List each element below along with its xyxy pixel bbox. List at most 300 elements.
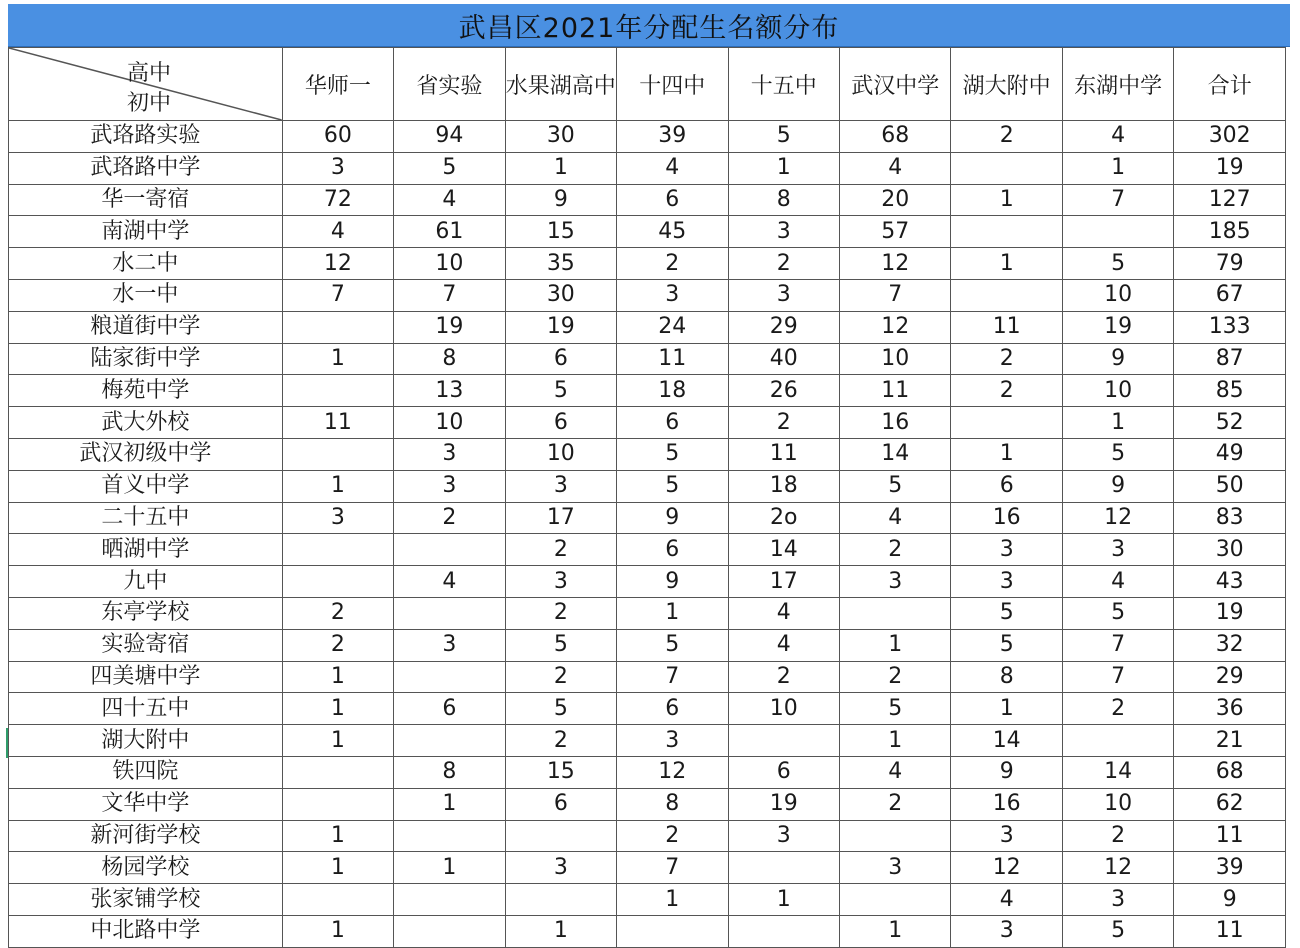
table-row	[9, 279, 1286, 311]
quota-cell[interactable]: 1	[839, 629, 950, 661]
quota-cell[interactable]: 7	[839, 279, 950, 311]
quota-cell[interactable]: 9	[1062, 343, 1173, 375]
table-row	[9, 407, 1286, 439]
quota-cell[interactable]: 4	[839, 152, 950, 184]
row-school-name-cell[interactable]: 文华中学	[9, 788, 283, 820]
row-school-name-cell[interactable]: 梅苑中学	[9, 375, 283, 407]
table-row	[9, 152, 1286, 184]
quota-cell[interactable]: 18	[617, 375, 728, 407]
table-row	[9, 216, 1286, 248]
quota-cell[interactable]: 3	[1062, 534, 1173, 566]
quota-cell[interactable]: 1	[282, 661, 393, 693]
quota-cell[interactable]: 5	[951, 629, 1062, 661]
quota-cell[interactable]: 3	[839, 566, 950, 598]
total-cell[interactable]: 36	[1174, 693, 1286, 725]
table-row	[9, 597, 1286, 629]
table-row	[9, 884, 1286, 916]
total-cell[interactable]: 11	[1174, 915, 1286, 947]
table-row	[9, 756, 1286, 788]
total-cell[interactable]: 39	[1174, 852, 1286, 884]
quota-cell[interactable]	[728, 725, 839, 757]
quota-cell[interactable]: 72	[282, 184, 393, 216]
quota-cell[interactable]: 1	[951, 184, 1062, 216]
total-cell[interactable]: 50	[1174, 470, 1286, 502]
quota-cell[interactable]	[1062, 216, 1173, 248]
quota-cell[interactable]: 6	[394, 693, 505, 725]
quota-cell[interactable]: 3	[728, 216, 839, 248]
quota-cell[interactable]: 1	[505, 915, 616, 947]
quota-cell[interactable]	[728, 852, 839, 884]
column-header[interactable]: 东湖中学	[1062, 48, 1173, 121]
quota-cell[interactable]: 4	[1062, 566, 1173, 598]
table-row	[9, 534, 1286, 566]
row-school-name-cell[interactable]: 东亭学校	[9, 597, 283, 629]
quota-cell[interactable]: 10	[1062, 788, 1173, 820]
quota-cell[interactable]: 2	[839, 661, 950, 693]
quota-cell[interactable]: 6	[617, 534, 728, 566]
total-cell[interactable]: 32	[1174, 629, 1286, 661]
quota-cell[interactable]: 29	[728, 311, 839, 343]
quota-cell[interactable]: 1	[728, 152, 839, 184]
table-row	[9, 311, 1286, 343]
row-school-name-cell[interactable]: 二十五中	[9, 502, 283, 534]
quota-cell[interactable]: 1	[728, 884, 839, 916]
total-cell[interactable]: 52	[1174, 407, 1286, 439]
quota-cell[interactable]: 1	[839, 915, 950, 947]
quota-cell[interactable]: 1	[505, 152, 616, 184]
total-cell[interactable]: 9	[1174, 884, 1286, 916]
quota-cell[interactable]	[617, 915, 728, 947]
quota-cell[interactable]: 10	[839, 343, 950, 375]
column-header[interactable]: 华师一	[282, 48, 393, 121]
quota-cell[interactable]: 5	[505, 629, 616, 661]
row-school-name-cell[interactable]: 武珞路中学	[9, 152, 283, 184]
row-school-name-cell[interactable]: 铁四院	[9, 756, 283, 788]
row-school-name-cell[interactable]: 九中	[9, 566, 283, 598]
quota-cell[interactable]: 1	[951, 438, 1062, 470]
quota-cell[interactable]: 11	[617, 343, 728, 375]
quota-cell[interactable]	[394, 884, 505, 916]
quota-cell[interactable]: 2	[728, 661, 839, 693]
quota-cell[interactable]: 10	[1062, 279, 1173, 311]
table-row	[9, 629, 1286, 661]
quota-cell[interactable]: 2	[505, 597, 616, 629]
quota-cell[interactable]: 7	[394, 279, 505, 311]
quota-cell[interactable]: 9	[617, 566, 728, 598]
quota-cell[interactable]: 1	[617, 597, 728, 629]
quota-cell[interactable]: 5	[839, 693, 950, 725]
total-cell[interactable]: 62	[1174, 788, 1286, 820]
quota-cell[interactable]: 6	[728, 756, 839, 788]
quota-cell[interactable]	[394, 661, 505, 693]
total-cell[interactable]: 67	[1174, 279, 1286, 311]
quota-cell[interactable]: 3	[282, 502, 393, 534]
spreadsheet	[8, 4, 1290, 948]
quota-cell[interactable]	[839, 884, 950, 916]
quota-cell[interactable]: 8	[617, 788, 728, 820]
column-header[interactable]: 湖大附中	[951, 48, 1062, 121]
header-row	[9, 48, 1286, 121]
quota-cell[interactable]: 3	[394, 470, 505, 502]
total-cell[interactable]: 185	[1174, 216, 1286, 248]
row-school-name-cell[interactable]: 张家铺学校	[9, 884, 283, 916]
quota-cell[interactable]: 16	[951, 502, 1062, 534]
quota-cell[interactable]	[728, 915, 839, 947]
quota-cell[interactable]: 2	[951, 121, 1062, 153]
quota-cell[interactable]: 2	[951, 343, 1062, 375]
row-school-name-cell[interactable]: 水一中	[9, 279, 283, 311]
quota-cell[interactable]: 4	[839, 756, 950, 788]
quota-cell[interactable]: 5	[505, 693, 616, 725]
quota-cell[interactable]: 3	[839, 852, 950, 884]
quota-cell[interactable]: 26	[728, 375, 839, 407]
quota-cell[interactable]: 10	[394, 407, 505, 439]
quota-cell[interactable]: 8	[951, 661, 1062, 693]
row-school-name-cell[interactable]: 湖大附中	[9, 725, 283, 757]
quota-cell[interactable]: 7	[1062, 184, 1173, 216]
quota-cell[interactable]: 3	[394, 629, 505, 661]
quota-cell[interactable]: 3	[617, 279, 728, 311]
table-row	[9, 852, 1286, 884]
quota-cell[interactable]	[839, 820, 950, 852]
total-cell[interactable]: 43	[1174, 566, 1286, 598]
quota-cell[interactable]: 40	[728, 343, 839, 375]
table-body	[9, 121, 1286, 948]
quota-cell[interactable]: 12	[951, 852, 1062, 884]
table-row	[9, 566, 1286, 598]
quota-cell[interactable]: 4	[839, 502, 950, 534]
quota-cell[interactable]	[951, 279, 1062, 311]
quota-cell[interactable]: 35	[505, 248, 616, 280]
total-cell[interactable]: 30	[1174, 534, 1286, 566]
quota-cell[interactable]: 57	[839, 216, 950, 248]
quota-cell[interactable]: 13	[394, 375, 505, 407]
quota-cell[interactable]: 11	[282, 407, 393, 439]
quota-cell[interactable]	[839, 597, 950, 629]
quota-cell[interactable]	[282, 788, 393, 820]
table-row	[9, 121, 1286, 153]
quota-cell[interactable]: 1	[1062, 407, 1173, 439]
quota-cell[interactable]	[282, 375, 393, 407]
quota-cell[interactable]: 2	[1062, 820, 1173, 852]
quota-cell[interactable]: 3	[951, 820, 1062, 852]
quota-cell[interactable]: 12	[1062, 852, 1173, 884]
quota-cell[interactable]: 14	[728, 534, 839, 566]
quota-cell[interactable]: 5	[505, 375, 616, 407]
quota-cell[interactable]: 6	[505, 343, 616, 375]
quota-cell[interactable]	[951, 216, 1062, 248]
row-school-name-cell[interactable]: 武珞路实验	[9, 121, 283, 153]
quota-cell[interactable]: 2	[505, 661, 616, 693]
quota-cell[interactable]: 1	[839, 725, 950, 757]
total-cell[interactable]: 302	[1174, 121, 1286, 153]
row-school-name-cell[interactable]: 中北路中学	[9, 915, 283, 947]
quota-cell[interactable]: 12	[617, 756, 728, 788]
quota-cell[interactable]: 7	[1062, 629, 1173, 661]
quota-cell[interactable]	[394, 534, 505, 566]
quota-cell[interactable]	[505, 884, 616, 916]
quota-cell[interactable]: 2	[951, 375, 1062, 407]
quota-cell[interactable]: 1	[282, 820, 393, 852]
quota-cell[interactable]: 19	[394, 311, 505, 343]
quota-cell[interactable]: 2	[505, 725, 616, 757]
row-school-name-cell[interactable]: 新河街学校	[9, 820, 283, 852]
quota-cell[interactable]: 5	[1062, 915, 1173, 947]
row-school-name-cell[interactable]: 华一寄宿	[9, 184, 283, 216]
quota-cell[interactable]: 15	[505, 756, 616, 788]
table-row	[9, 725, 1286, 757]
table-row	[9, 248, 1286, 280]
total-cell[interactable]: 19	[1174, 597, 1286, 629]
quota-cell[interactable]: 3	[1062, 884, 1173, 916]
quota-cell[interactable]: 6	[951, 470, 1062, 502]
table-row	[9, 820, 1286, 852]
table-row	[9, 788, 1286, 820]
quota-cell[interactable]: 2	[728, 407, 839, 439]
total-cell[interactable]: 49	[1174, 438, 1286, 470]
quota-table	[8, 47, 1286, 948]
column-header[interactable]: 十四中	[617, 48, 728, 121]
total-cell[interactable]: 87	[1174, 343, 1286, 375]
quota-cell[interactable]: 5	[617, 438, 728, 470]
quota-cell[interactable]: 8	[728, 184, 839, 216]
quota-cell[interactable]: 6	[505, 788, 616, 820]
quota-cell[interactable]: 5	[728, 121, 839, 153]
quota-cell[interactable]: 3	[617, 725, 728, 757]
row-school-name-cell[interactable]: 首义中学	[9, 470, 283, 502]
quota-cell[interactable]: 1	[394, 852, 505, 884]
quota-cell[interactable]: 1	[282, 915, 393, 947]
quota-cell[interactable]: 2	[839, 788, 950, 820]
quota-cell[interactable]: 7	[617, 852, 728, 884]
quota-cell[interactable]: 3	[505, 852, 616, 884]
quota-cell[interactable]: 14	[1062, 756, 1173, 788]
quota-cell[interactable]: 8	[394, 756, 505, 788]
quota-cell[interactable]: 1	[282, 852, 393, 884]
quota-cell[interactable]	[282, 438, 393, 470]
quota-cell[interactable]: 5	[1062, 438, 1173, 470]
quota-cell[interactable]: 6	[617, 184, 728, 216]
row-school-name-cell[interactable]: 陆家街中学	[9, 343, 283, 375]
quota-cell[interactable]: 2	[394, 502, 505, 534]
total-cell[interactable]: 133	[1174, 311, 1286, 343]
quota-cell[interactable]	[951, 407, 1062, 439]
column-header[interactable]: 合计	[1174, 48, 1286, 121]
table-row	[9, 184, 1286, 216]
quota-cell[interactable]: 17	[728, 566, 839, 598]
quota-cell[interactable]: 4	[951, 884, 1062, 916]
row-school-name-cell[interactable]: 武大外校	[9, 407, 283, 439]
quota-cell[interactable]: 19	[505, 311, 616, 343]
quota-cell[interactable]: 7	[617, 661, 728, 693]
quota-cell[interactable]: 1	[282, 725, 393, 757]
quota-cell[interactable]: 1	[282, 343, 393, 375]
quota-cell[interactable]: 12	[282, 248, 393, 280]
total-cell[interactable]: 29	[1174, 661, 1286, 693]
quota-cell[interactable]: 1	[282, 693, 393, 725]
quota-cell[interactable]: 10	[505, 438, 616, 470]
quota-cell[interactable]: 45	[617, 216, 728, 248]
quota-cell[interactable]: 14	[951, 725, 1062, 757]
quota-cell[interactable]: 11	[951, 311, 1062, 343]
quota-cell[interactable]: 24	[617, 311, 728, 343]
quota-cell[interactable]: 12	[839, 248, 950, 280]
quota-cell[interactable]: 4	[394, 184, 505, 216]
quota-cell[interactable]: 5	[1062, 248, 1173, 280]
row-school-name-cell[interactable]: 武汉初级中学	[9, 438, 283, 470]
quota-cell[interactable]: 2	[617, 248, 728, 280]
quota-cell[interactable]: 4	[282, 216, 393, 248]
quota-cell[interactable]	[951, 152, 1062, 184]
table-row	[9, 502, 1286, 534]
total-cell[interactable]: 85	[1174, 375, 1286, 407]
quota-cell[interactable]: 18	[728, 470, 839, 502]
quota-cell[interactable]: 5	[617, 629, 728, 661]
corner-label-junior-school: 初中	[127, 91, 172, 116]
quota-cell[interactable]: 12	[1062, 502, 1173, 534]
quota-cell[interactable]: 1	[394, 788, 505, 820]
table-row	[9, 470, 1286, 502]
quota-cell[interactable]: 7	[282, 279, 393, 311]
quota-cell[interactable]: 9	[951, 756, 1062, 788]
quota-cell[interactable]: 9	[1062, 470, 1173, 502]
quota-cell[interactable]: 9	[617, 502, 728, 534]
quota-cell[interactable]	[282, 566, 393, 598]
row-school-name-cell[interactable]: 四十五中	[9, 693, 283, 725]
quota-cell[interactable]: 3	[951, 915, 1062, 947]
quota-cell[interactable]: 1	[1062, 152, 1173, 184]
quota-cell[interactable]: 3	[951, 534, 1062, 566]
column-header[interactable]: 武汉中学	[839, 48, 950, 121]
quota-cell[interactable]: 5	[394, 152, 505, 184]
quota-cell[interactable]: 2	[839, 534, 950, 566]
quota-cell[interactable]: 7	[1062, 661, 1173, 693]
quota-cell[interactable]: 19	[728, 788, 839, 820]
quota-cell[interactable]	[282, 534, 393, 566]
column-header[interactable]: 省实验	[394, 48, 505, 121]
total-cell[interactable]: 19	[1174, 152, 1286, 184]
quota-cell[interactable]	[505, 820, 616, 852]
quota-cell[interactable]: 14	[839, 438, 950, 470]
row-school-name-cell[interactable]: 水二中	[9, 248, 283, 280]
quota-cell[interactable]: 30	[505, 121, 616, 153]
quota-cell[interactable]: 2	[1062, 693, 1173, 725]
quota-cell[interactable]: 20	[839, 184, 950, 216]
total-cell[interactable]: 83	[1174, 502, 1286, 534]
quota-cell[interactable]: 12	[839, 311, 950, 343]
quota-cell[interactable]: 5	[839, 470, 950, 502]
quota-cell[interactable]: 3	[505, 470, 616, 502]
quota-cell[interactable]: 4	[1062, 121, 1173, 153]
quota-cell[interactable]: 4	[728, 597, 839, 629]
quota-cell[interactable]: 2o	[728, 502, 839, 534]
quota-cell[interactable]: 11	[839, 375, 950, 407]
total-cell[interactable]: 127	[1174, 184, 1286, 216]
quota-cell[interactable]: 3	[728, 820, 839, 852]
quota-cell[interactable]: 4	[617, 152, 728, 184]
corner-label-high-school: 高中	[127, 61, 172, 86]
row-school-name-cell[interactable]: 南湖中学	[9, 216, 283, 248]
quota-cell[interactable]: 3	[505, 566, 616, 598]
quota-cell[interactable]: 30	[505, 279, 616, 311]
row-school-name-cell[interactable]: 杨园学校	[9, 852, 283, 884]
quota-cell[interactable]: 10	[394, 248, 505, 280]
quota-cell[interactable]: 2	[617, 820, 728, 852]
quota-cell[interactable]: 15	[505, 216, 616, 248]
quota-cell[interactable]: 5	[951, 597, 1062, 629]
quota-cell[interactable]	[282, 311, 393, 343]
quota-cell[interactable]: 94	[394, 121, 505, 153]
quota-cell[interactable]: 2	[282, 629, 393, 661]
quota-cell[interactable]: 4	[728, 629, 839, 661]
total-cell[interactable]: 21	[1174, 725, 1286, 757]
quota-cell[interactable]: 60	[282, 121, 393, 153]
quota-cell[interactable]: 16	[839, 407, 950, 439]
cell-selection-marker	[6, 728, 8, 758]
quota-cell[interactable]: 5	[617, 470, 728, 502]
row-school-name-cell[interactable]: 晒湖中学	[9, 534, 283, 566]
quota-cell[interactable]	[282, 756, 393, 788]
quota-cell[interactable]	[394, 915, 505, 947]
quota-cell[interactable]: 6	[617, 693, 728, 725]
column-header[interactable]: 十五中	[728, 48, 839, 121]
table-row	[9, 343, 1286, 375]
quota-cell[interactable]: 10	[728, 693, 839, 725]
quota-cell[interactable]: 3	[394, 438, 505, 470]
row-school-name-cell[interactable]: 实验寄宿	[9, 629, 283, 661]
quota-cell[interactable]: 68	[839, 121, 950, 153]
quota-cell[interactable]: 1	[951, 693, 1062, 725]
quota-cell[interactable]	[394, 725, 505, 757]
quota-cell[interactable]: 1	[282, 470, 393, 502]
quota-cell[interactable]: 1	[951, 248, 1062, 280]
quota-cell[interactable]: 2	[505, 534, 616, 566]
quota-cell[interactable]: 9	[505, 184, 616, 216]
quota-cell[interactable]: 5	[1062, 597, 1173, 629]
row-school-name-cell[interactable]: 四美塘中学	[9, 661, 283, 693]
total-cell[interactable]: 79	[1174, 248, 1286, 280]
quota-cell[interactable]: 11	[728, 438, 839, 470]
quota-cell[interactable]: 61	[394, 216, 505, 248]
quota-cell[interactable]: 3	[728, 279, 839, 311]
row-school-name-cell[interactable]: 粮道街中学	[9, 311, 283, 343]
quota-cell[interactable]: 3	[951, 566, 1062, 598]
quota-cell[interactable]	[282, 884, 393, 916]
table-row	[9, 915, 1286, 947]
total-cell[interactable]: 11	[1174, 820, 1286, 852]
quota-cell[interactable]: 16	[951, 788, 1062, 820]
column-header[interactable]: 水果湖高中	[505, 48, 616, 121]
quota-cell[interactable]	[1062, 725, 1173, 757]
quota-cell[interactable]: 2	[282, 597, 393, 629]
corner-header-cell[interactable]	[9, 48, 283, 121]
quota-cell[interactable]: 39	[617, 121, 728, 153]
quota-cell[interactable]: 8	[394, 343, 505, 375]
quota-cell[interactable]: 6	[617, 407, 728, 439]
quota-cell[interactable]	[394, 820, 505, 852]
total-cell[interactable]: 68	[1174, 756, 1286, 788]
quota-cell[interactable]: 6	[505, 407, 616, 439]
quota-cell[interactable]: 17	[505, 502, 616, 534]
quota-cell[interactable]	[394, 597, 505, 629]
quota-cell[interactable]: 4	[394, 566, 505, 598]
quota-cell[interactable]: 1	[617, 884, 728, 916]
quota-cell[interactable]: 10	[1062, 375, 1173, 407]
quota-cell[interactable]: 2	[728, 248, 839, 280]
table-row	[9, 438, 1286, 470]
quota-cell[interactable]: 3	[282, 152, 393, 184]
quota-cell[interactable]: 19	[1062, 311, 1173, 343]
